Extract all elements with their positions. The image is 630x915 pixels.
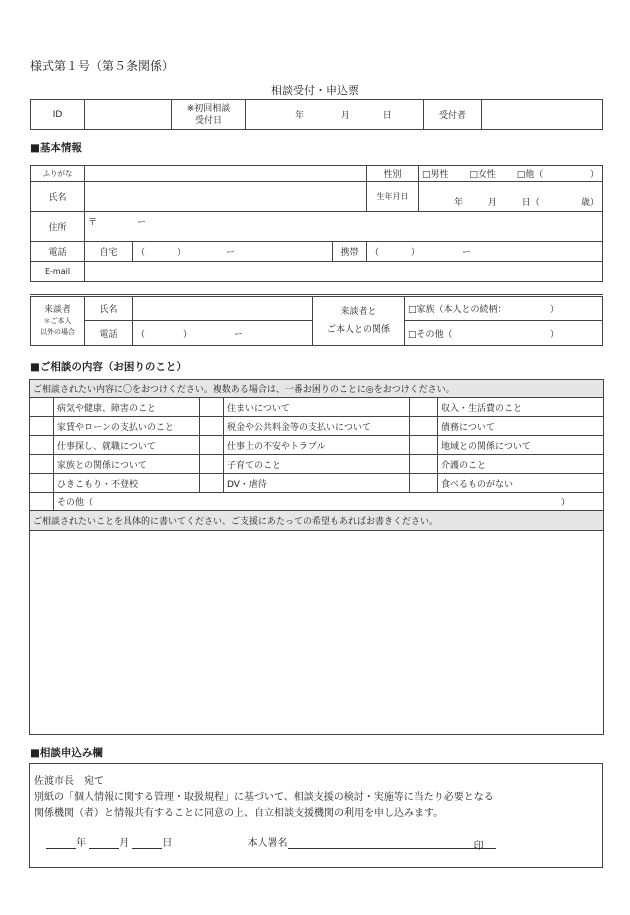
sign-year-field[interactable] — [46, 837, 76, 849]
visitor-label: 来談者 ＊ご本人 以外の場合 — [31, 296, 85, 346]
basic-info-table — [30, 165, 603, 282]
application-to: 佐渡市長 宛て — [34, 776, 104, 787]
consult-item: 税金や公共料金等の支払いについて — [224, 417, 410, 436]
check-cell[interactable] — [200, 455, 224, 474]
signature-field[interactable] — [288, 837, 474, 849]
consult-item: 債務について — [438, 417, 604, 436]
form-title: 相談受付・申込票 — [271, 84, 359, 97]
id-label: ID — [31, 100, 85, 130]
check-cell[interactable] — [30, 493, 54, 511]
form-number: 様式第１号（第５条関係） — [30, 59, 175, 73]
first-date-label: ※初回相談 受付日 — [172, 100, 246, 130]
check-cell[interactable] — [30, 455, 54, 474]
check-cell[interactable] — [410, 398, 438, 417]
application-box — [29, 763, 603, 868]
consult-item: 病気や健康、障害のこと — [54, 398, 200, 417]
basic-info-heading: ■基本情報 — [30, 142, 82, 154]
application-sign-row: 年 月 日 本人署名 印 — [46, 834, 496, 849]
first-date-field[interactable]: 年 月 日 — [246, 100, 424, 130]
home-phone-field[interactable]: （ ） ー — [133, 242, 333, 262]
visitor-table — [30, 294, 603, 346]
check-cell[interactable] — [30, 398, 54, 417]
id-field[interactable] — [85, 100, 172, 130]
relation-label: 来談者と ご本人との関係 — [313, 296, 405, 346]
male-checkbox[interactable]: □男性 — [422, 170, 449, 180]
consult-item: 介護のこと — [438, 455, 604, 474]
birth-label: 生年月日 — [367, 182, 419, 212]
consult-item: 収入・生活費のこと — [438, 398, 604, 417]
check-cell[interactable] — [30, 436, 54, 455]
consult-heading: ■ご相談の内容（お困りのこと） — [30, 361, 187, 373]
name-field[interactable] — [85, 182, 367, 212]
header-table — [30, 99, 603, 130]
consult-item: 家賃やローンの支払いのこと — [54, 417, 200, 436]
name-label: 氏名 — [31, 182, 85, 212]
birth-field[interactable]: 年 月 日（ 歳） — [419, 182, 603, 212]
gender-label: 性別 — [367, 166, 419, 182]
visitor-phone-label: 電話 — [85, 321, 133, 346]
email-field[interactable] — [85, 262, 603, 282]
visitor-name-label: 氏名 — [85, 296, 133, 321]
receiver-field[interactable] — [482, 100, 603, 130]
home-label: 自宅 — [85, 242, 133, 262]
check-cell[interactable] — [30, 417, 54, 436]
phone-label: 電話 — [31, 242, 85, 262]
check-cell[interactable] — [200, 398, 224, 417]
application-line1: 別紙の「個人情報に関する管理・取扱規程」に基づいて、相談支援の検討・実施等に当たり必要となる — [34, 792, 494, 803]
address-field[interactable]: 〒 ー — [85, 212, 603, 242]
consult-item: ひきこもり・不登校 — [54, 474, 200, 493]
consult-item: 仕事探し、就職について — [54, 436, 200, 455]
other-consult-field[interactable]: その他（ ） — [54, 493, 604, 511]
address-label: 住所 — [31, 212, 85, 242]
visitor-name-field[interactable] — [133, 296, 313, 321]
sign-month-field[interactable] — [89, 837, 119, 849]
application-line2: 関係機関（者）と情報共有することに同意の上、自立相談支援機関の利用を申し込みます。 — [34, 808, 444, 819]
consult-item: 仕事上の不安やトラブル — [224, 436, 410, 455]
consult-instruction: ご相談されたい内容に〇をおつけください。複数ある場合は、一番お困りのことに◎をおつけください。 — [30, 380, 604, 398]
free-text-area[interactable] — [30, 531, 604, 735]
consult-item: DV・虐待 — [224, 474, 410, 493]
others-option[interactable]: □その他（ ） — [405, 321, 603, 346]
visitor-phone-field[interactable]: （ ） ー — [133, 321, 313, 346]
furigana-label: ふりがな — [31, 166, 85, 182]
receiver-label: 受付者 — [424, 100, 482, 130]
sign-day-field[interactable] — [132, 837, 162, 849]
consult-table — [29, 379, 604, 735]
check-cell[interactable] — [410, 417, 438, 436]
other-checkbox[interactable]: □他（ — [516, 170, 544, 180]
consult-item: 家族との関係について — [54, 455, 200, 474]
check-cell[interactable] — [200, 436, 224, 455]
furigana-field[interactable] — [85, 166, 367, 182]
check-cell[interactable] — [410, 455, 438, 474]
consult-item: 住まいについて — [224, 398, 410, 417]
email-label: E-mail — [31, 262, 85, 282]
check-cell[interactable] — [30, 474, 54, 493]
mobile-label: 携帯 — [333, 242, 367, 262]
mobile-phone-field[interactable]: （ ） ー — [367, 242, 603, 262]
consult-item: 地域との関係について — [438, 436, 604, 455]
consult-item: 食べるものがない — [438, 474, 604, 493]
free-instruction: ご相談されたいことを具体的に書いてください、ご支援にあたっての希望もあればお書きください。 — [30, 511, 604, 531]
check-cell[interactable] — [410, 474, 438, 493]
check-cell[interactable] — [200, 417, 224, 436]
family-option[interactable]: □家族（本人との続柄： ） — [405, 296, 603, 321]
female-checkbox[interactable]: □女性 — [469, 170, 496, 180]
seal-label: 印 — [474, 837, 484, 849]
consult-item: 子育てのこと — [224, 455, 410, 474]
gender-options[interactable]: □男性 □女性 □他（ ） — [419, 166, 603, 182]
check-cell[interactable] — [200, 474, 224, 493]
application-heading: ■相談申込み欄 — [30, 747, 103, 759]
check-cell[interactable] — [410, 436, 438, 455]
